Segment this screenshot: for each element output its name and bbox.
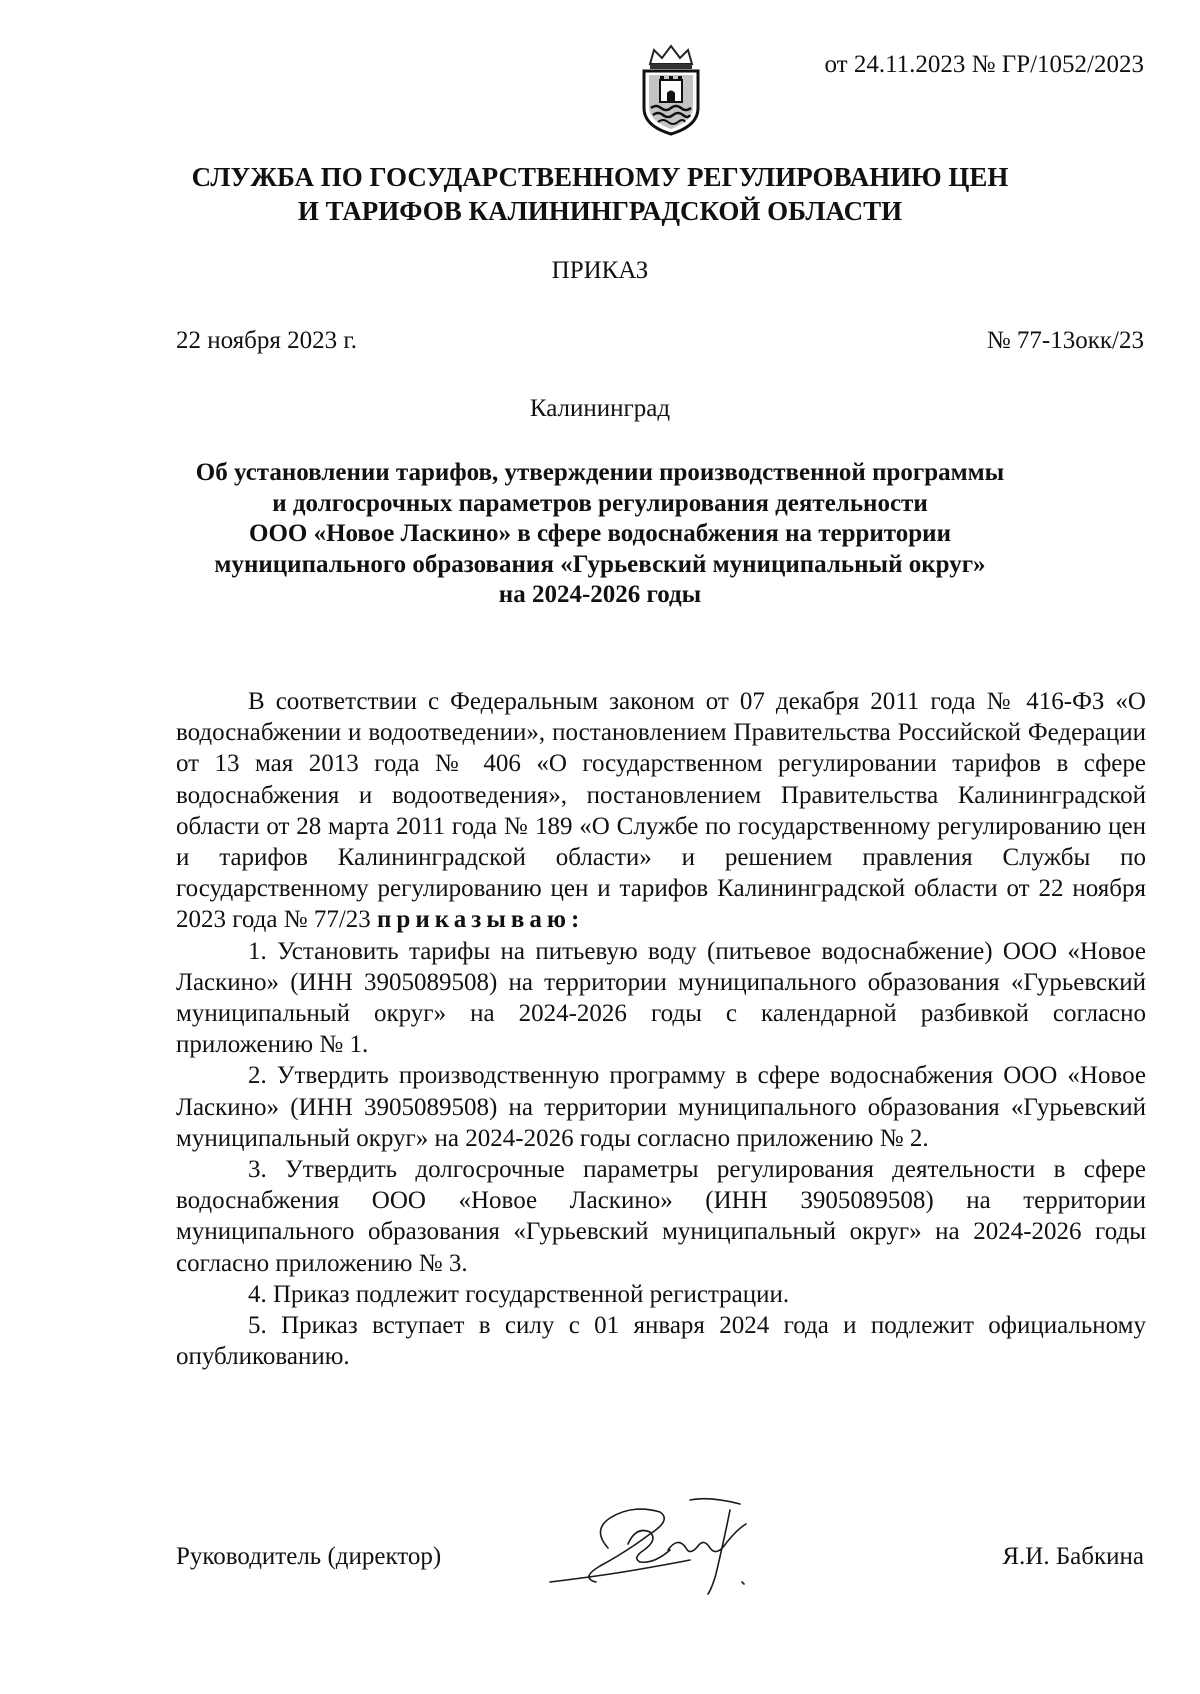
subject-line: на 2024-2026 годы bbox=[498, 581, 702, 608]
order-item: 4. Приказ подлежит государственной регистрации. bbox=[248, 1280, 790, 1308]
subject-line: и долгосрочных параметров регулирования деятельности bbox=[272, 489, 928, 517]
handwritten-signature-icon bbox=[540, 1490, 790, 1600]
order-item: 5. Приказ вступает в силу с 01 января 2024 года и подлежит официальному опубликованию. bbox=[176, 1312, 1146, 1371]
subject-line: ООО «Новое Ласкино» в сфере водоснабжения на территории bbox=[249, 520, 951, 547]
command-word: приказываю: bbox=[377, 906, 585, 934]
preamble-text: В соответствии с Федеральным законом от 07 декабря 2011 года № 416-ФЗ «О водоснабжении и водоотведении», постановлением Правительства Российской Федерации от 13 мая 2013 года № 406 «О государственном регулировании тарифов в сфере водоснабжения и водоотведения», постановлением Правительства Калининградской области от 28 марта 2011 года № 189 «О Службе по государственному регулированию цен и тарифов Калининградской области» и решением правления Службы по государственному регулированию цен и тарифов Калининградской области от 22 ноября 2023 года № 77/23 bbox=[176, 688, 1146, 934]
signer-name: Я.И. Бабкина bbox=[1002, 1543, 1144, 1570]
subject-line: муниципального образования «Гурьевский муниципальный округ» bbox=[214, 550, 986, 578]
organization-title-line: СЛУЖБА ПО ГОСУДАРСТВЕННОМУ РЕГУЛИРОВАНИЮ ЦЕН bbox=[191, 162, 1009, 192]
registration-number: от 24.11.2023 № ГР/1052/2023 bbox=[824, 51, 1144, 78]
signer-position: Руководитель (директор) bbox=[176, 1543, 442, 1570]
order-date: 22 ноября 2023 г. bbox=[176, 327, 358, 354]
organization-title bbox=[100, 160, 1100, 228]
order-city: Калининград bbox=[529, 395, 671, 422]
order-item: 3. Утвердить долгосрочные параметры регулирования деятельности в сфере водоснабжения ООО «Новое Ласкино» (ИНН 3905089508) на территории муниципального образования «Гурьевский муниципальный округ» на 2024-2026 годы согласно приложению № 3. bbox=[176, 1156, 1146, 1277]
order-item: 1. Установить тарифы на питьевую воду (питьевое водоснабжение) ООО «Новое Ласкино» (ИНН 3905089508) на территории муниципального образования «Гурьевский муниципальный округ» на 2024-2026 годы с календарной разбивкой согласно приложению № 1. bbox=[176, 937, 1146, 1059]
kaliningrad-coat-of-arms-icon bbox=[636, 44, 706, 136]
order-subject bbox=[100, 458, 1100, 611]
order-number: № 77-13окк/23 bbox=[986, 327, 1144, 354]
preamble-paragraph bbox=[176, 686, 1146, 936]
order-body bbox=[176, 686, 1146, 1372]
organization-title-line: И ТАРИФОВ КАЛИНИНГРАДСКОЙ ОБЛАСТИ bbox=[297, 196, 903, 226]
subject-line: Об установлении тарифов, утверждении производственной программы bbox=[195, 459, 1005, 486]
document-type: ПРИКАЗ bbox=[551, 257, 649, 284]
order-item: 2. Утвердить производственную программу в сфере водоснабжения ООО «Новое Ласкино» (ИНН 3905089508) на территории муниципального образования «Гурьевский муниципальный округ» на 2024-2026 годы согласно приложению № 2. bbox=[176, 1062, 1146, 1152]
